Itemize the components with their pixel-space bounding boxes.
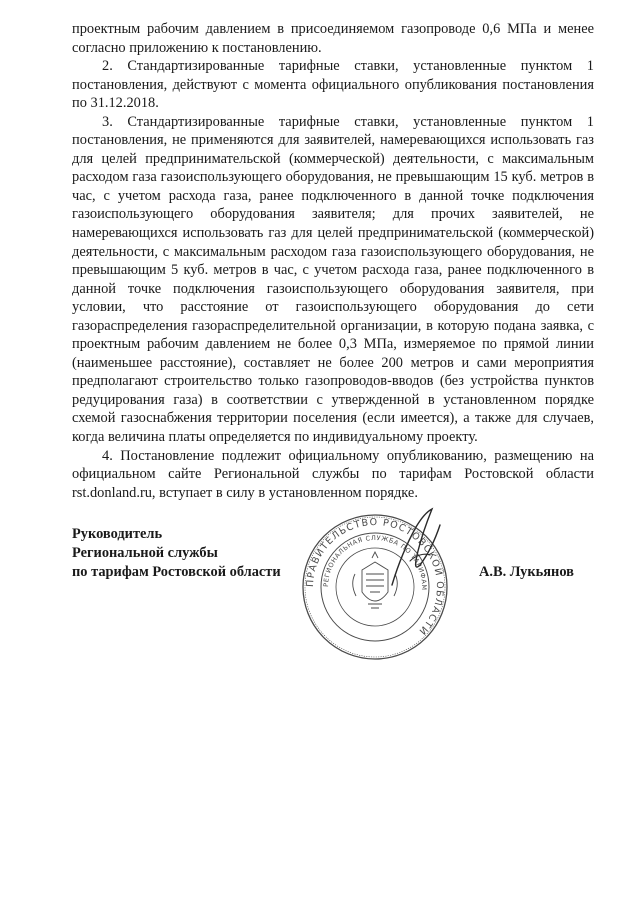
signer-title-line-1: Руководитель <box>72 526 163 542</box>
paragraph-item-4: 4. Постановление подлежит официальному опубликованию, размещению на официальном сайте Региональной службы по тарифам Ростовской области rst.donland.ru, вступает в силу в установленном порядке. <box>72 447 594 501</box>
signer-title <box>72 525 281 582</box>
signer-name: А.В. Лукьянов <box>479 564 574 580</box>
paragraph-item-3: 3. Стандартизированные тарифные ставки, установленные пунктом 1 постановления, не применяются для заявителей, намеревающихся использовать газ для целей предпринимательской (коммерческой) деятельности, с максимальным расходом газа газоиспользующего оборудования, не превышающим 15 куб. метров в час, с учетом расхода газа, ранее подключенного в данной точке подключения газоиспользующего оборудования заявителя; для прочих заявителей, не намеревающихся использовать газ для целей предпринимательской (коммерческой) деятельности, с максимальным расходом газа газоиспользующего оборудования, не превышающим 5 куб. метров в час, с учетом расхода газа, ранее подключенного в данной точке подключения газоиспользующего оборудования заявителя, при условии, что расстояние от газоиспользующего оборудования до сети газораспределения газораспределительной организации, в которую подана заявка, с проектным рабочим давлением не более 0,3 МПа, измеряемое по прямой линии (наименьшее расстояние), составляет не более 200 метров и сами мероприятия предполагают строительство только газопроводов-вводов (без устройства пунктов редуцирования газа) в соответствии с утвержденной в установленном порядке схемой газоснабжения территории поселения (если имеется), а также для случаев, когда величина платы определяется по индивидуальному проекту. <box>72 113 594 446</box>
paragraph-item-2: 2. Стандартизированные тарифные ставки, установленные пунктом 1 постановления, действуют с момента официального опубликования постановления по 31.12.2018. <box>72 58 594 112</box>
seal-inner-text: РЕГИОНАЛЬНАЯ СЛУЖБА ПО ТАРИФАМ <box>321 533 429 591</box>
document-body <box>72 20 594 502</box>
paragraph-continuation: проектным рабочим давлением в присоединяемом газопроводе 0,6 МПа и менее согласно приложению к постановлению. <box>72 21 594 56</box>
signer-title-line-2: Региональной службы <box>72 545 218 561</box>
handwritten-signature <box>380 505 450 595</box>
seal-outer-text: ПРАВИТЕЛЬСТВО РОСТОВСКОЙ ОБЛАСТИ <box>304 516 446 638</box>
signer-title-line-3: по тарифам Ростовской области <box>72 564 281 580</box>
